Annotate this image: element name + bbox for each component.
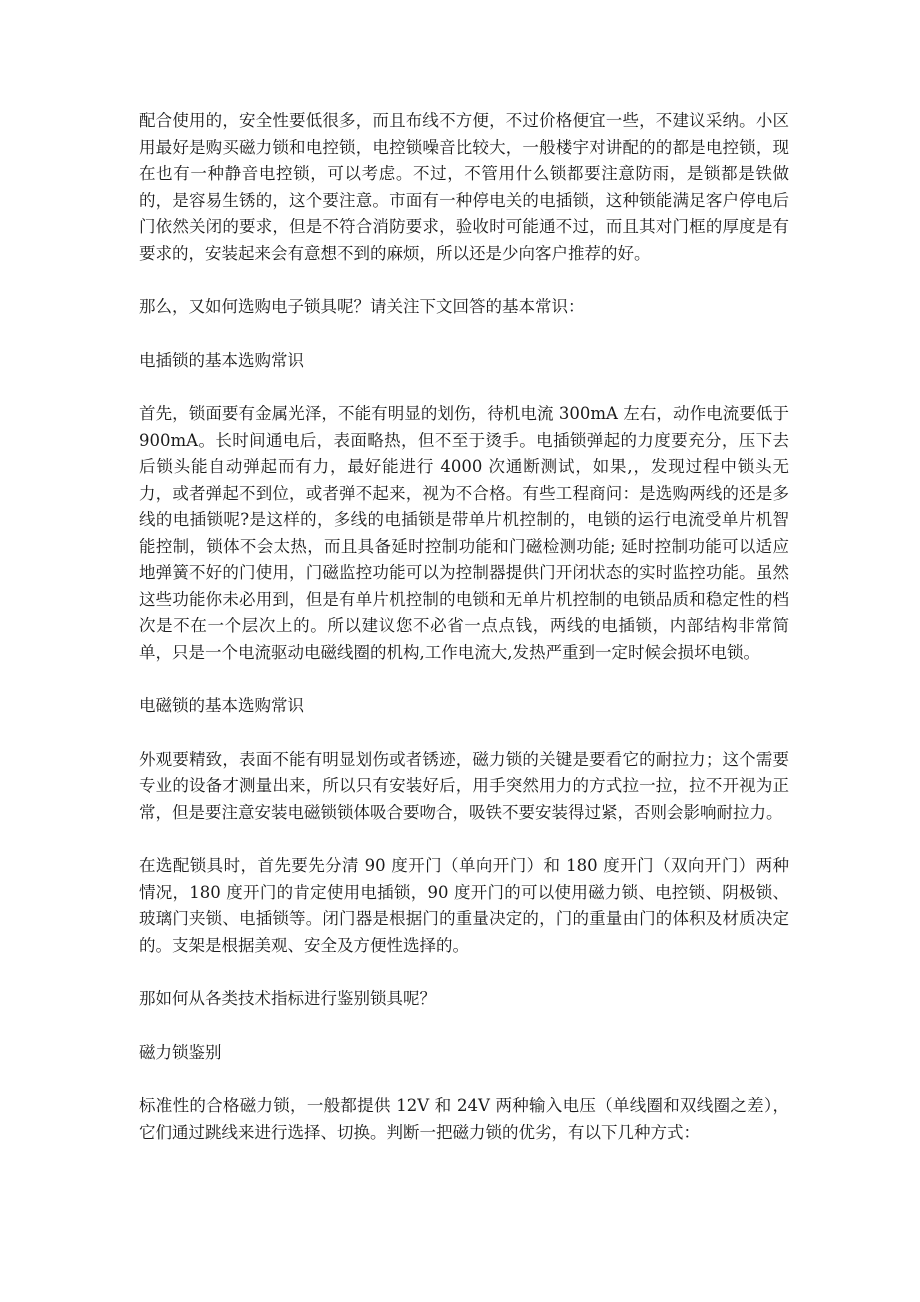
document-body bbox=[139, 108, 789, 1173]
section-heading-magnetic-lock-identification: 磁力锁鉴别 bbox=[139, 1042, 222, 1062]
paragraph-intro-continued: 配合使用的，安全性要低很多，而且布线不方便，不过价格便宜一些，不建议采纳。小区用最好是购买磁力锁和电控锁，电控锁噪音比较大，一般楼宇对讲配的的都是电控锁，现在也有一种静音电控锁，可以考虑。不过，不管用什么锁都要注意防雨，是锁都是铁做的，是容易生锈的，这个要注意。市面有一种停电关的电插锁，这种锁能满足客户停电后门依然关闭的要求，但是不符合消防要求，验收时可能通不过，而且其对门框的厚度是有要求的，安装起来会有意想不到的麻烦，所以还是少向客户推荐的好。 bbox=[139, 111, 789, 263]
paragraph-electric-bolt-lock: 首先，锁面要有金属光泽，不能有明显的划伤，待机电流 300mA 左右，动作电流要低于 900mA。长时间通电后，表面略热，但不至于烫手。电插锁弹起的力度要充分，压下去后锁头能自动弹起而有力，最好能进行 4000 次通断测试，如果,，发现过程中锁头无力，或者弹起不到位，或者弹不起来，视为不合格。有些工程商问：是选购两线的还是多线的电插锁呢?是这样的，多线的电插锁是带单片机控制的，电锁的运行电流受单片机智能控制，锁体不会太热，而且具备延时控制功能和门磁检测功能; 延时控制功能可以适应地弹簧不好的门使用，门磁监控功能可以为控制器提供门开闭状态的实时监控功能。虽然这些功能你未必用到，但是有单片机控制的电锁和无单片机控制的电锁品质和稳定性的档次是不在一个层次上的。所以建议您不必省一点点钱，两线的电插锁，内部结构非常简单，只是一个电流驱动电磁线圈的机构,工作电流大,发热严重到一定时候会损坏电锁。 bbox=[139, 404, 789, 662]
paragraph-magnetic-lock-identification: 标准性的合格磁力锁，一般都提供 12V 和 24V 两种输入电压（单线圈和双线圈之差），它们通过跳线来进行选择、切换。判断一把磁力锁的优劣，有以下几种方式： bbox=[139, 1096, 789, 1142]
section-heading-electric-bolt-lock: 电插锁的基本选购常识 bbox=[139, 350, 304, 370]
paragraph-electromagnetic-lock: 外观要精致，表面不能有明显划伤或者锈迹，磁力锁的关键是要看它的耐拉力；这个需要专业的设备才测量出来，所以只有安装好后，用手突然用力的方式拉一拉，拉不开视为正常，但是要注意安装电磁锁锁体吸合要吻合，吸铁不要安装得过紧，否则会影响耐拉力。 bbox=[139, 749, 789, 822]
paragraph-lock-selection: 在选配锁具时，首先要先分清 90 度开门（单向开门）和 180 度开门（双向开门）两种情况，180 度开门的肯定使用电插锁，90 度开门的可以使用磁力锁、电控锁、阴极锁、玻璃门夹锁、电插锁等。闭门器是根据门的重量决定的，门的重量由门的体积及材质决定的。支架是根据美观、安全及方便性选择的。 bbox=[139, 856, 789, 955]
paragraph-technical-question: 那如何从各类技术指标进行鉴别锁具呢？ bbox=[139, 989, 436, 1008]
section-heading-electromagnetic-lock: 电磁锁的基本选购常识 bbox=[139, 696, 304, 715]
paragraph-question: 那么，又如何选购电子锁具呢？请关注下文回答的基本常识： bbox=[139, 297, 585, 316]
